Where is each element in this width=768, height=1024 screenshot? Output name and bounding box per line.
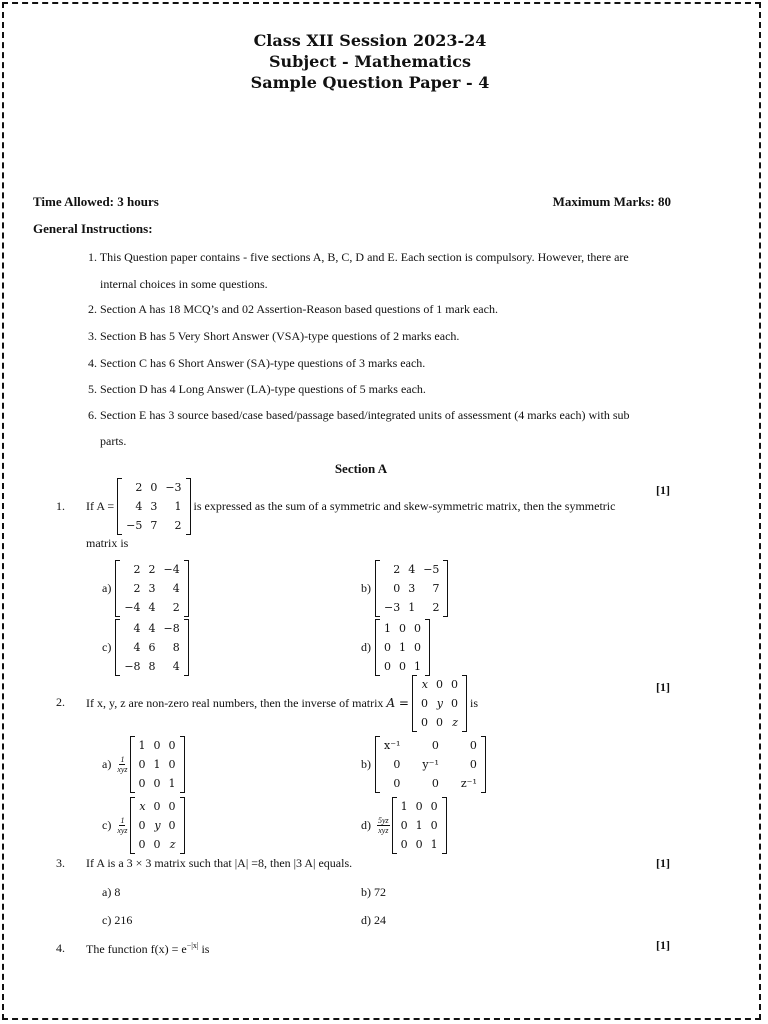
matrix-cell: 6 [148, 641, 156, 654]
q1-post: is expressed as the sum of a symmetric and skew-symmetric matrix, then the symmetric [193, 498, 616, 513]
option-matrix [130, 736, 185, 793]
matrix-cell: 2 [174, 518, 182, 532]
matrix-cell: 0 [420, 715, 428, 729]
matrix-cell: 0 [399, 660, 406, 673]
matrix-cell: −8 [124, 660, 141, 673]
maximum-marks: Maximum Marks: 80 [552, 194, 671, 209]
matrix-cell: z [452, 715, 458, 729]
matrix-cell: 0 [430, 800, 438, 813]
matrix-cell: 4 [148, 622, 156, 635]
option-label: c) [102, 640, 112, 654]
matrix-cell: 0 [450, 696, 458, 710]
matrix-cell: 3 [408, 582, 416, 595]
q4-text-pre: The function f(x) = e [86, 942, 187, 956]
matrix-cell: −3 [384, 601, 401, 614]
matrix-cell: 0 [420, 696, 428, 710]
matrix-cell: 1 [430, 838, 438, 851]
matrix-cell: 0 [399, 622, 406, 635]
matrix-cell: 0 [384, 641, 391, 654]
q1-option-b[interactable] [361, 560, 448, 617]
q2-option-b[interactable] [361, 736, 486, 793]
fraction: $\frac{1}{\text{xyz}}$ [117, 755, 128, 774]
matrix-cell: 1 [408, 601, 416, 614]
right-bracket [184, 560, 189, 617]
right-bracket [180, 736, 185, 793]
q1-stem [86, 478, 615, 534]
matrix-cell: −5 [126, 518, 143, 532]
instruction-1-cont: internal choices in some questions. [100, 277, 268, 291]
matrix-cell: 0 [150, 480, 158, 494]
matrix-cell: y [154, 819, 161, 832]
q2-option-a[interactable] [102, 736, 185, 793]
matrix-cell: 0 [138, 838, 146, 851]
matrix-cell: 0 [414, 641, 421, 654]
q2-stem [86, 675, 478, 731]
matrix-cell: 0 [153, 838, 161, 851]
matrix-cell: 4 [408, 563, 416, 576]
fraction: $\frac{1}{\text{xyz}}$ [117, 816, 128, 835]
q3-number: 3. [56, 856, 65, 870]
matrix-cell: 0 [153, 800, 161, 813]
q2-option-c[interactable] [102, 797, 185, 854]
matrix-cell: 4 [133, 622, 141, 635]
q1-matrix-a [117, 478, 190, 535]
q1-pre: If A = [86, 498, 115, 513]
matrix-cell: −8 [163, 622, 180, 635]
matrix-cell: 1 [415, 819, 423, 832]
matrix-cell: 0 [400, 838, 408, 851]
option-label: d) [361, 818, 371, 832]
option-matrix [375, 736, 486, 793]
section-a-heading: Section A [334, 461, 388, 476]
matrix-cell: 0 [450, 677, 458, 691]
instruction-2: 2. Section A has 18 MCQ’s and 02 Assertion-Reason based questions of 1 mark each. [88, 302, 498, 316]
instruction-4: 4. Section C has 6 Short Answer (SA)-type questions of 3 marks each. [88, 356, 426, 370]
matrix-cell: 2 [393, 563, 401, 576]
q2-pre: If x, y, z are non-zero real numbers, then the inverse of matrix [86, 695, 384, 710]
matrix-cell: 2 [172, 601, 180, 614]
q1-marks: [1] [656, 483, 670, 497]
option-matrix [375, 560, 448, 617]
q1-option-d[interactable] [361, 619, 430, 676]
general-instructions-heading: General Instructions: [33, 221, 153, 236]
option-label: a) [102, 757, 112, 771]
matrix-cell: 8 [148, 660, 156, 673]
matrix-cell: z [169, 838, 176, 851]
matrix-cell: 4 [172, 660, 180, 673]
q2-a-label: A = [386, 696, 409, 710]
matrix-cell: 0 [153, 739, 161, 752]
matrix-cell: 0 [435, 715, 443, 729]
subject-title: Subject - Mathematics [268, 52, 472, 71]
option-matrix [115, 619, 188, 676]
matrix-cell: 2 [432, 601, 440, 614]
matrix-cell: 2 [148, 563, 156, 576]
option-matrix [130, 797, 185, 854]
matrix-cell: 0 [430, 819, 438, 832]
matrix-cell: 1 [168, 777, 176, 790]
matrix-cell: 1 [399, 641, 406, 654]
matrix-cell: 4 [135, 499, 143, 513]
option-label: a) [102, 581, 112, 595]
option-matrix [392, 797, 447, 854]
matrix-cell: 3 [150, 499, 158, 513]
matrix-cell: 1 [400, 800, 408, 813]
fraction: $\frac{5yz}{\text{xyz}}$ [378, 816, 389, 835]
matrix-cell: 0 [138, 819, 146, 832]
matrix-cell: x⁻¹ [384, 739, 401, 752]
q1-number: 1. [56, 499, 65, 513]
q4-text-post: is [198, 942, 210, 956]
matrix-cell: 0 [393, 758, 401, 771]
q4-number: 4. [56, 941, 65, 955]
matrix-cell: 0 [431, 739, 439, 752]
matrix-cell: 4 [172, 582, 180, 595]
right-bracket [425, 619, 430, 676]
matrix-cell: 0 [168, 758, 176, 771]
q3-marks: [1] [656, 856, 670, 870]
matrix-cell: 1 [414, 660, 421, 673]
matrix-cell: −3 [165, 480, 182, 494]
matrix-cell: 0 [168, 739, 176, 752]
matrix-cell: 0 [138, 777, 146, 790]
matrix-cell: 0 [138, 758, 146, 771]
q1-option-a[interactable] [102, 560, 189, 617]
matrix-cell: 0 [469, 758, 477, 771]
matrix-cell: 7 [150, 518, 158, 532]
q2-post: is [469, 695, 478, 710]
q3-option-c[interactable]: c) 216 [102, 913, 133, 927]
matrix-cell: −4 [124, 601, 141, 614]
matrix-cell: 3 [148, 582, 156, 595]
matrix-cell: 0 [431, 777, 439, 790]
right-bracket [184, 619, 189, 676]
matrix-cell: 0 [168, 819, 176, 832]
matrix-cell: 4 [133, 641, 141, 654]
q4-text [86, 941, 209, 957]
matrix-table [122, 478, 185, 535]
matrix-cell: 8 [172, 641, 180, 654]
right-bracket [443, 560, 448, 617]
instruction-5: 5. Section D has 4 Long Answer (LA)-type questions of 5 marks each. [88, 382, 426, 396]
option-matrix [375, 619, 430, 676]
q2-option-d[interactable] [361, 797, 447, 854]
instruction-6: 6. Section E has 3 source based/case based/passage based/integrated units of assessment (4 marks each) with sub [88, 408, 630, 422]
matrix-cell: 2 [135, 480, 143, 494]
matrix-cell: 0 [414, 622, 421, 635]
q3-option-a[interactable]: a) 8 [102, 885, 121, 899]
q3-option-b[interactable]: b) 72 [361, 885, 386, 899]
q3-option-d[interactable]: d) 24 [361, 913, 386, 927]
q1-cont: matrix is [86, 536, 129, 550]
matrix-cell: 1 [138, 739, 146, 752]
q4-exponent: −|x| [186, 941, 199, 950]
matrix-cell: 0 [469, 739, 477, 752]
matrix-cell: 0 [168, 800, 176, 813]
class-session-title: Class XII Session 2023-24 [253, 31, 487, 50]
matrix-cell: 0 [400, 819, 408, 832]
matrix-cell: 7 [432, 582, 440, 595]
option-label: b) [361, 757, 371, 771]
matrix-cell: 0 [384, 660, 391, 673]
q3-text: If A is a 3 × 3 matrix such that |A| =8, then |3 A| equals. [86, 856, 353, 870]
q2-matrix-a [412, 675, 467, 732]
matrix-cell: x [139, 800, 146, 813]
matrix-cell: −5 [423, 563, 440, 576]
matrix-cell: x [421, 677, 428, 691]
matrix-cell: 2 [133, 582, 141, 595]
right-bracket [442, 797, 447, 854]
matrix-cell: z⁻¹ [460, 777, 477, 790]
matrix-cell: 1 [384, 622, 391, 635]
right-bracket [186, 478, 191, 535]
matrix-cell: 1 [174, 499, 182, 513]
option-label: b) [361, 581, 371, 595]
right-bracket [481, 736, 486, 793]
matrix-cell: 4 [148, 601, 156, 614]
matrix-cell: 0 [393, 582, 401, 595]
instruction-1: 1. This Question paper contains - five sections A, B, C, D and E. Each section is compulsory. However, there are [88, 250, 629, 264]
q2-number: 2. [56, 695, 65, 709]
right-bracket [180, 797, 185, 854]
matrix-cell: 0 [153, 777, 161, 790]
matrix-cell: 0 [435, 677, 443, 691]
matrix-cell: y [436, 696, 443, 710]
matrix-cell: 0 [415, 800, 423, 813]
matrix-cell: 0 [393, 777, 401, 790]
matrix-cell: −4 [163, 563, 180, 576]
instruction-6-cont: parts. [100, 434, 127, 448]
option-label: d) [361, 640, 371, 654]
matrix-cell: 1 [153, 758, 161, 771]
option-matrix [115, 560, 188, 617]
matrix-cell: 0 [415, 838, 423, 851]
q2-marks: [1] [656, 680, 670, 694]
option-label: c) [102, 818, 112, 832]
instruction-3: 3. Section B has 5 Very Short Answer (VSA)-type questions of 2 marks each. [88, 329, 460, 343]
time-allowed: Time Allowed: 3 hours [33, 194, 159, 209]
matrix-cell: 2 [133, 563, 141, 576]
paper-title: Sample Question Paper - 4 [250, 73, 490, 92]
q4-marks: [1] [656, 938, 670, 952]
q1-option-c[interactable] [102, 619, 189, 676]
right-bracket [462, 675, 467, 732]
matrix-cell: y⁻¹ [422, 758, 439, 771]
